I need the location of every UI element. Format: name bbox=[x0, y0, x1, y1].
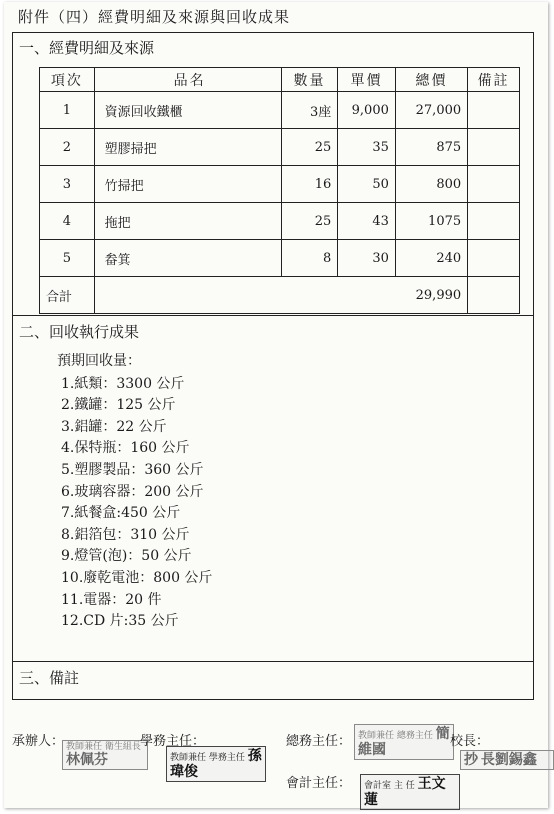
academic-stamp-title: 教師兼任 學務主任 bbox=[170, 753, 245, 763]
cell-qty: 3座 bbox=[281, 92, 338, 129]
table-header-row bbox=[40, 68, 520, 92]
cell-no: 1 bbox=[40, 92, 95, 129]
cell-total: 800 bbox=[395, 166, 467, 203]
results-subtitle: 預期回收量： bbox=[57, 353, 141, 369]
total-label: 合計 bbox=[40, 277, 95, 314]
cell-price: 35 bbox=[338, 129, 396, 166]
cell-price: 43 bbox=[338, 203, 396, 240]
table-row bbox=[40, 240, 520, 277]
cell-price: 50 bbox=[338, 166, 396, 203]
list-item: 9.燈管(泡)：50 公斤 bbox=[61, 548, 192, 565]
cell-no: 5 bbox=[40, 240, 95, 277]
cell-qty: 25 bbox=[281, 203, 338, 240]
academic-label: 學務主任： bbox=[140, 734, 206, 749]
results-block bbox=[57, 351, 212, 633]
general-stamp bbox=[354, 724, 454, 760]
cell-name: 拖把 bbox=[94, 203, 281, 240]
document-page bbox=[4, 2, 548, 808]
cell-total: 240 bbox=[395, 240, 467, 277]
table-total-row bbox=[40, 277, 520, 314]
cell-no: 3 bbox=[40, 166, 95, 203]
table-row bbox=[40, 129, 520, 166]
general-stamp-title: 教師兼任 總務主任 bbox=[358, 731, 433, 741]
cell-note bbox=[468, 203, 520, 240]
cell-note bbox=[468, 92, 520, 129]
principal-stamp-name: 長劉錫鑫 bbox=[480, 752, 537, 768]
list-item: 8.鋁箔包：310 公斤 bbox=[61, 526, 190, 543]
list-item: 12.CD 片:35 公斤 bbox=[61, 613, 179, 630]
expense-table bbox=[39, 67, 520, 314]
cell-total: 875 bbox=[395, 129, 467, 166]
list-item: 2.鐵罐：125 公斤 bbox=[61, 397, 176, 414]
cell-note bbox=[468, 240, 520, 277]
table-row bbox=[40, 166, 520, 203]
list-item: 7.紙餐盒:450 公斤 bbox=[61, 505, 181, 522]
list-item: 3.鋁罐：22 公斤 bbox=[61, 418, 167, 435]
principal-stamp bbox=[460, 750, 554, 770]
col-header-price: 單價 bbox=[338, 68, 396, 92]
handler-stamp-name: 林佩芬 bbox=[66, 752, 108, 768]
cell-name: 塑膠掃把 bbox=[94, 129, 281, 166]
academic-stamp-name: 孫瑋俊 bbox=[170, 748, 262, 780]
col-header-total: 總價 bbox=[395, 68, 467, 92]
section-divider bbox=[13, 661, 533, 662]
list-item: 1.紙類：3300 公斤 bbox=[61, 375, 185, 392]
list-item: 4.保特瓶：160 公斤 bbox=[61, 440, 190, 457]
handler-stamp bbox=[62, 740, 148, 770]
principal-stamp-prefix: 抄 bbox=[464, 752, 478, 768]
cell-total: 1075 bbox=[395, 203, 467, 240]
cell-note bbox=[468, 129, 520, 166]
cell-qty: 8 bbox=[281, 240, 338, 277]
list-item: 10.廢乾電池：800 公斤 bbox=[61, 569, 213, 586]
cell-price: 30 bbox=[338, 240, 396, 277]
cell-note bbox=[468, 166, 520, 203]
general-stamp-name: 簡維國 bbox=[358, 726, 450, 758]
accounting-stamp bbox=[360, 774, 460, 810]
section1-heading: 一、經費明細及來源 bbox=[19, 39, 155, 57]
cell-total: 27,000 bbox=[395, 92, 467, 129]
section-divider bbox=[13, 315, 533, 316]
cell-name: 資源回收鐵櫃 bbox=[94, 92, 281, 129]
cell-price: 9,000 bbox=[338, 92, 396, 129]
results-list bbox=[57, 374, 212, 633]
cell-name: 竹掃把 bbox=[94, 166, 281, 203]
cell-no: 4 bbox=[40, 203, 95, 240]
section3-heading: 三、備註 bbox=[19, 669, 80, 687]
section2-heading: 二、回收執行成果 bbox=[19, 323, 140, 341]
list-item: 5.塑膠製品：360 公斤 bbox=[61, 461, 204, 478]
total-note bbox=[468, 277, 520, 314]
total-value: 29,990 bbox=[94, 277, 467, 314]
cell-no: 2 bbox=[40, 129, 95, 166]
accounting-stamp-title: 會計室 主 任 bbox=[364, 781, 415, 791]
table-row bbox=[40, 92, 520, 129]
col-header-qty: 數量 bbox=[281, 68, 338, 92]
general-label: 總務主任： bbox=[286, 734, 352, 749]
cell-name: 畚箕 bbox=[94, 240, 281, 277]
list-item: 6.玻璃容器：200 公斤 bbox=[61, 483, 204, 500]
content-frame bbox=[12, 32, 534, 700]
accounting-label: 會計主任： bbox=[286, 776, 352, 791]
cell-qty: 16 bbox=[281, 166, 338, 203]
list-item: 11.電器：20 件 bbox=[61, 591, 162, 608]
academic-stamp bbox=[166, 746, 266, 782]
accounting-stamp-name: 王文蓮 bbox=[364, 776, 446, 808]
col-header-note: 備註 bbox=[468, 68, 520, 92]
document-title: 附件（四）經費明細及來源與回收成果 bbox=[18, 8, 291, 26]
col-header-no: 項次 bbox=[40, 68, 95, 92]
table-row bbox=[40, 203, 520, 240]
handler-label: 承辦人： bbox=[12, 734, 65, 749]
principal-label: 校長： bbox=[450, 734, 490, 749]
col-header-name: 品名 bbox=[94, 68, 281, 92]
cell-qty: 25 bbox=[281, 129, 338, 166]
handler-stamp-title: 教師兼任 衛生組長 bbox=[66, 742, 141, 752]
